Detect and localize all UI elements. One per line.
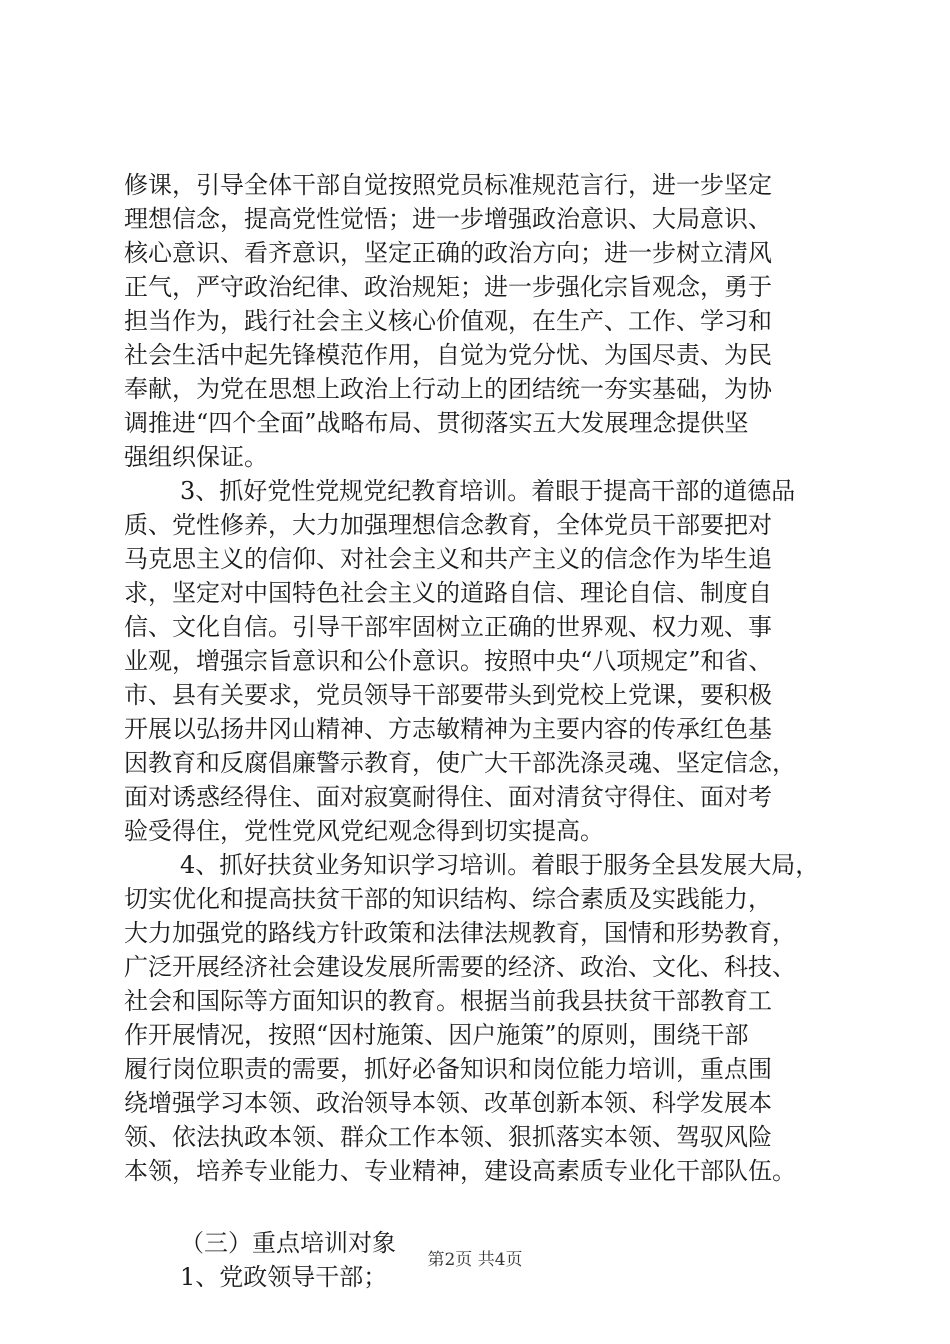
text-line: 大力加强党的路线方针政策和法律法规教育，国情和形势教育， <box>124 919 796 947</box>
text-line: 本领，培养专业能力、专业精神，建设高素质专业化干部队伍。 <box>124 1157 796 1185</box>
text-line: 面对诱惑经得住、面对寂寞耐得住、面对清贫守得住、面对考 <box>124 783 772 811</box>
text-line: 绕增强学习本领、政治领导本领、改革创新本领、科学发展本 <box>124 1089 772 1117</box>
section-spacer <box>124 1188 836 1226</box>
paragraph-4-start: 4、抓好扶贫业务知识学习培训。着眼于服务全县发展大局， <box>180 851 820 879</box>
page-footer: 第2页 共4页 <box>427 1250 523 1270</box>
document-body <box>124 168 836 1294</box>
text-line: 强组织保证。 <box>124 443 268 471</box>
section-heading: （三）重点培训对象 <box>180 1229 396 1257</box>
text-line: 正气，严守政治纪律、政治规矩；进一步强化宗旨观念，勇于 <box>124 273 772 301</box>
text-line: 市、县有关要求，党员领导干部要带头到党校上党课，要积极 <box>124 681 772 709</box>
text-line: 领、依法执政本领、群众工作本领、狠抓落实本领、驾驭风险 <box>124 1123 772 1151</box>
text-line: 社会生活中起先锋模范作用，自觉为党分忧、为国尽责、为民 <box>124 341 772 369</box>
text-line: 调推进“四个全面”战略布局、贯彻落实五大发展理念提供坚 <box>124 409 749 437</box>
text-line: 信、文化自信。引导干部牢固树立正确的世界观、权力观、事 <box>124 613 772 641</box>
text-line: 核心意识、看齐意识，坚定正确的政治方向；进一步树立清风 <box>124 239 772 267</box>
text-line: 奉献，为党在思想上政治上行动上的团结统一夯实基础，为协 <box>124 375 772 403</box>
text-line: 因教育和反腐倡廉警示教育，使广大干部洗涤灵魂、坚定信念， <box>124 749 796 777</box>
text-line: 开展以弘扬井冈山精神、方志敏精神为主要内容的传承红色基 <box>124 715 772 743</box>
text-line: 马克思主义的信仰、对社会主义和共产主义的信念作为毕生追 <box>124 545 772 573</box>
text-line: 质、党性修养，大力加强理想信念教育，全体党员干部要把对 <box>124 511 772 539</box>
text-line: 验受得住，党性党风党纪观念得到切实提高。 <box>124 817 604 845</box>
list-item: 1、党政领导干部； <box>180 1263 388 1291</box>
text-line: 理想信念，提高党性觉悟；进一步增强政治意识、大局意识、 <box>124 205 772 233</box>
text-line: 求，坚定对中国特色社会主义的道路自信、理论自信、制度自 <box>124 579 772 607</box>
text-line: 修课，引导全体干部自觉按照党员标准规范言行，进一步坚定 <box>124 171 772 199</box>
paragraph-3-start: 3、抓好党性党规党纪教育培训。着眼于提高干部的道德品 <box>180 477 796 505</box>
text-line: 社会和国际等方面知识的教育。根据当前我县扶贫干部教育工 <box>124 987 772 1015</box>
text-line: 业观，增强宗旨意识和公仆意识。按照中央“八项规定”和省、 <box>124 647 773 675</box>
text-line: 担当作为，践行社会主义核心价值观，在生产、工作、学习和 <box>124 307 772 335</box>
text-line: 作开展情况，按照“因村施策、因户施策”的原则，围绕干部 <box>124 1021 749 1049</box>
text-line: 广泛开展经济社会建设发展所需要的经济、政治、文化、科技、 <box>124 953 796 981</box>
text-line: 切实优化和提高扶贫干部的知识结构、综合素质及实践能力， <box>124 885 772 913</box>
text-line: 履行岗位职责的需要，抓好必备知识和岗位能力培训，重点围 <box>124 1055 772 1083</box>
